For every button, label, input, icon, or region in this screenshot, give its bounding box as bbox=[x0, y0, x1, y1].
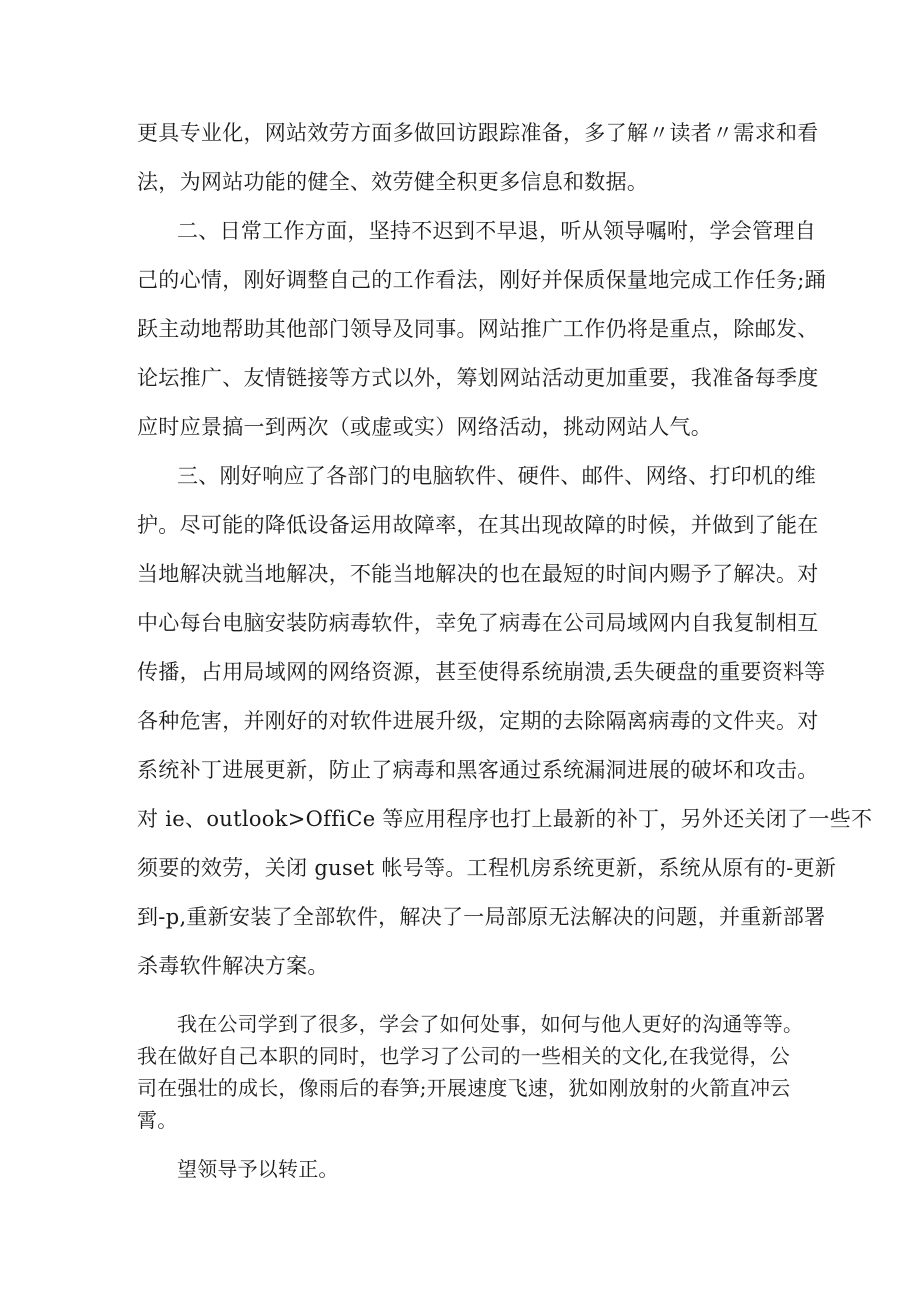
paragraph-line: 我在公司学到了很多，学会了如何处事，如何与他人更好的沟通等等。 bbox=[177, 1012, 804, 1036]
paragraph-line: 更具专业化，网站效劳方面多做回访跟踪准备，多了解〃读者〃需求和看 bbox=[137, 121, 819, 145]
paragraph-line: 我在做好自己本职的同时，也学习了公司的一些相关的文化,在我觉得，公 bbox=[137, 1044, 790, 1068]
paragraph-line: 杀毒软件解决方案。 bbox=[137, 954, 329, 978]
paragraph-line: 须要的效劳，关闭 guset 帐号等。工程机房系统更新，系统从原有的-更新 bbox=[137, 856, 837, 880]
paragraph-line: 系统补丁进展更新，防止了病毒和黑客通过系统漏洞进展的破坏和攻击。 bbox=[137, 758, 819, 782]
paragraph-line: 应时应景搞一到两次（或虚或实）网络活动，挑动网站人气。 bbox=[137, 415, 713, 439]
paragraph-line: 三、刚好响应了各部门的电脑软件、硬件、邮件、网络、打印机的维 bbox=[177, 464, 816, 488]
paragraph-line: 当地解决就当地解决，不能当地解决的也在最短的时间内赐予了解决。对 bbox=[137, 562, 819, 586]
paragraph-line: 中心每台电脑安装防病毒软件，幸免了病毒在公司局域网内自我复制相互 bbox=[137, 611, 819, 635]
paragraph-line: 司在强壮的成长，像雨后的春笋;开展速度飞速，犹如刚放射的火箭直冲云 bbox=[137, 1076, 791, 1100]
paragraph-line: 对 ie、outlook>OffiCe 等应用程序也打上最新的补丁，另外还关闭了一些不 bbox=[137, 807, 873, 831]
paragraph-line: 二、日常工作方面，坚持不迟到不早退，听从领导嘱咐，学会管理自 bbox=[177, 219, 816, 243]
paragraph-line: 到-p,重新安装了全部软件，解决了一局部原无法解决的问题，并重新部署 bbox=[137, 905, 826, 929]
paragraph-line: 传播，占用局域网的网络资源，甚至使得系统崩溃,丢失硬盘的重要资料等 bbox=[137, 660, 826, 684]
paragraph-line: 霄。 bbox=[137, 1108, 178, 1132]
paragraph-line: 论坛推广、友情链接等方式以外，筹划网站活动更加重要，我准备每季度 bbox=[137, 366, 819, 390]
paragraph-line: 各种危害，并刚好的对软件进展升级，定期的去除隔离病毒的文件夹。对 bbox=[137, 709, 819, 733]
closing-line: 望领导予以转正。 bbox=[177, 1157, 339, 1181]
paragraph-line: 跃主动地帮助其他部门领导及同事。网站推广工作仍将是重点，除邮发、 bbox=[137, 317, 819, 341]
paragraph-line: 己的心情，刚好调整自己的工作看法，刚好并保质保量地完成工作任务;踊 bbox=[137, 268, 826, 292]
paragraph-line: 法，为网站功能的健全、效劳健全积更多信息和数据。 bbox=[137, 170, 649, 194]
paragraph-line: 护。尽可能的降低设备运用故障率，在其出现故障的时候，并做到了能在 bbox=[137, 513, 819, 537]
